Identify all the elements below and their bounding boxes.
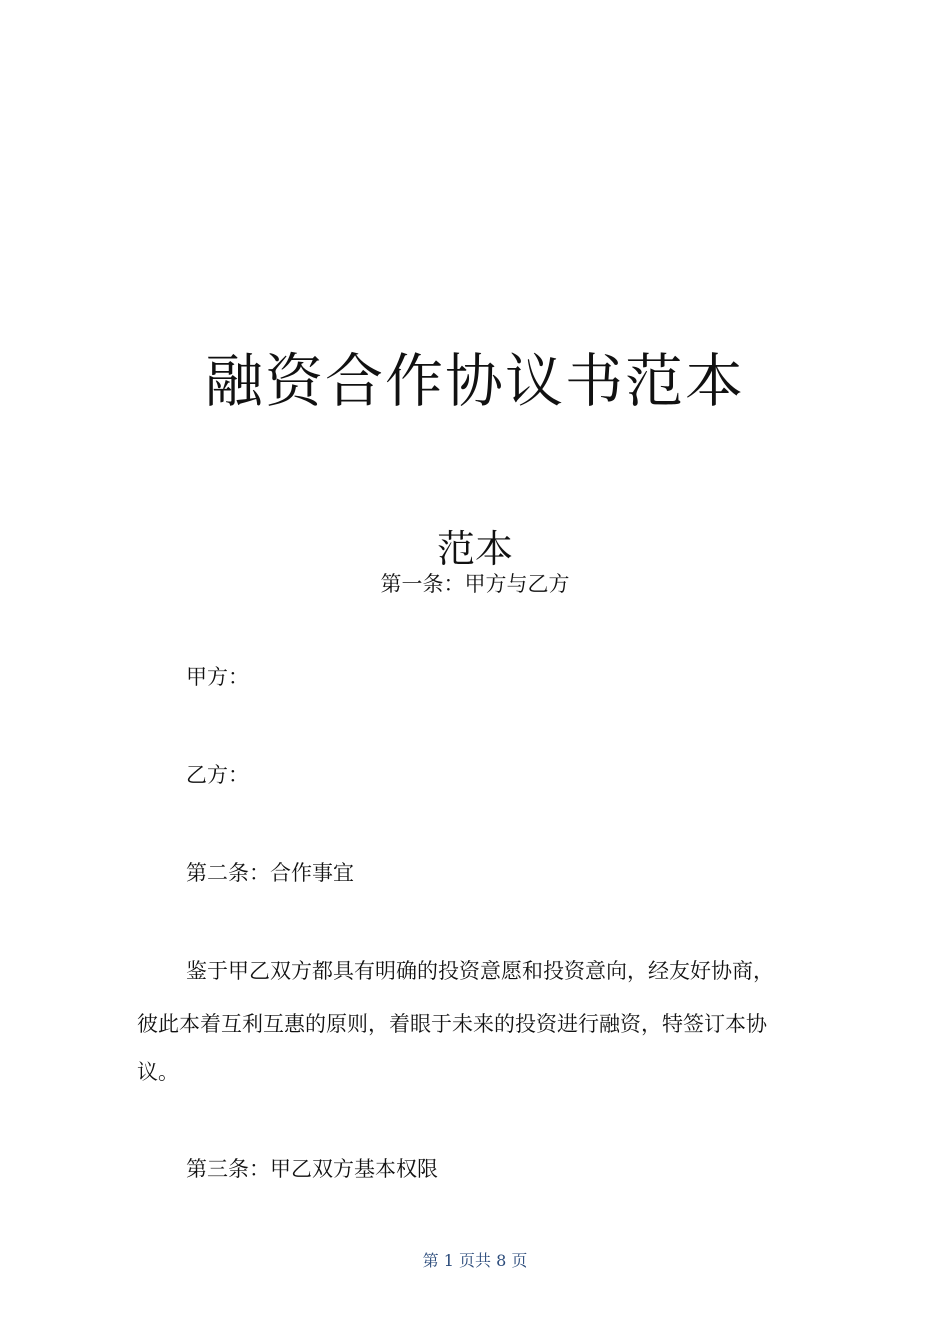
article-2-body-line-3: 议。 [137,1060,179,1084]
document-title: 融资合作协议书范本 [204,347,745,415]
party-b-label: 乙方： [186,763,249,787]
article-2-body-line-2: 彼此本着互利互惠的原则，着眼于未来的投资进行融资，特签订本协 [137,1012,767,1036]
article-3-heading: 第三条：甲乙双方基本权限 [186,1157,438,1181]
document-subtitle: 范本 [436,527,513,571]
article-2-heading: 第二条：合作事宜 [186,861,354,885]
article-1-heading: 第一条：甲方与乙方 [380,572,570,596]
page-number-footer: 第 1 页共 8 页 [422,1251,528,1270]
party-a-label: 甲方： [186,665,249,689]
article-2-body-line-1: 鉴于甲乙双方都具有明确的投资意愿和投资意向，经友好协商， [186,959,774,983]
